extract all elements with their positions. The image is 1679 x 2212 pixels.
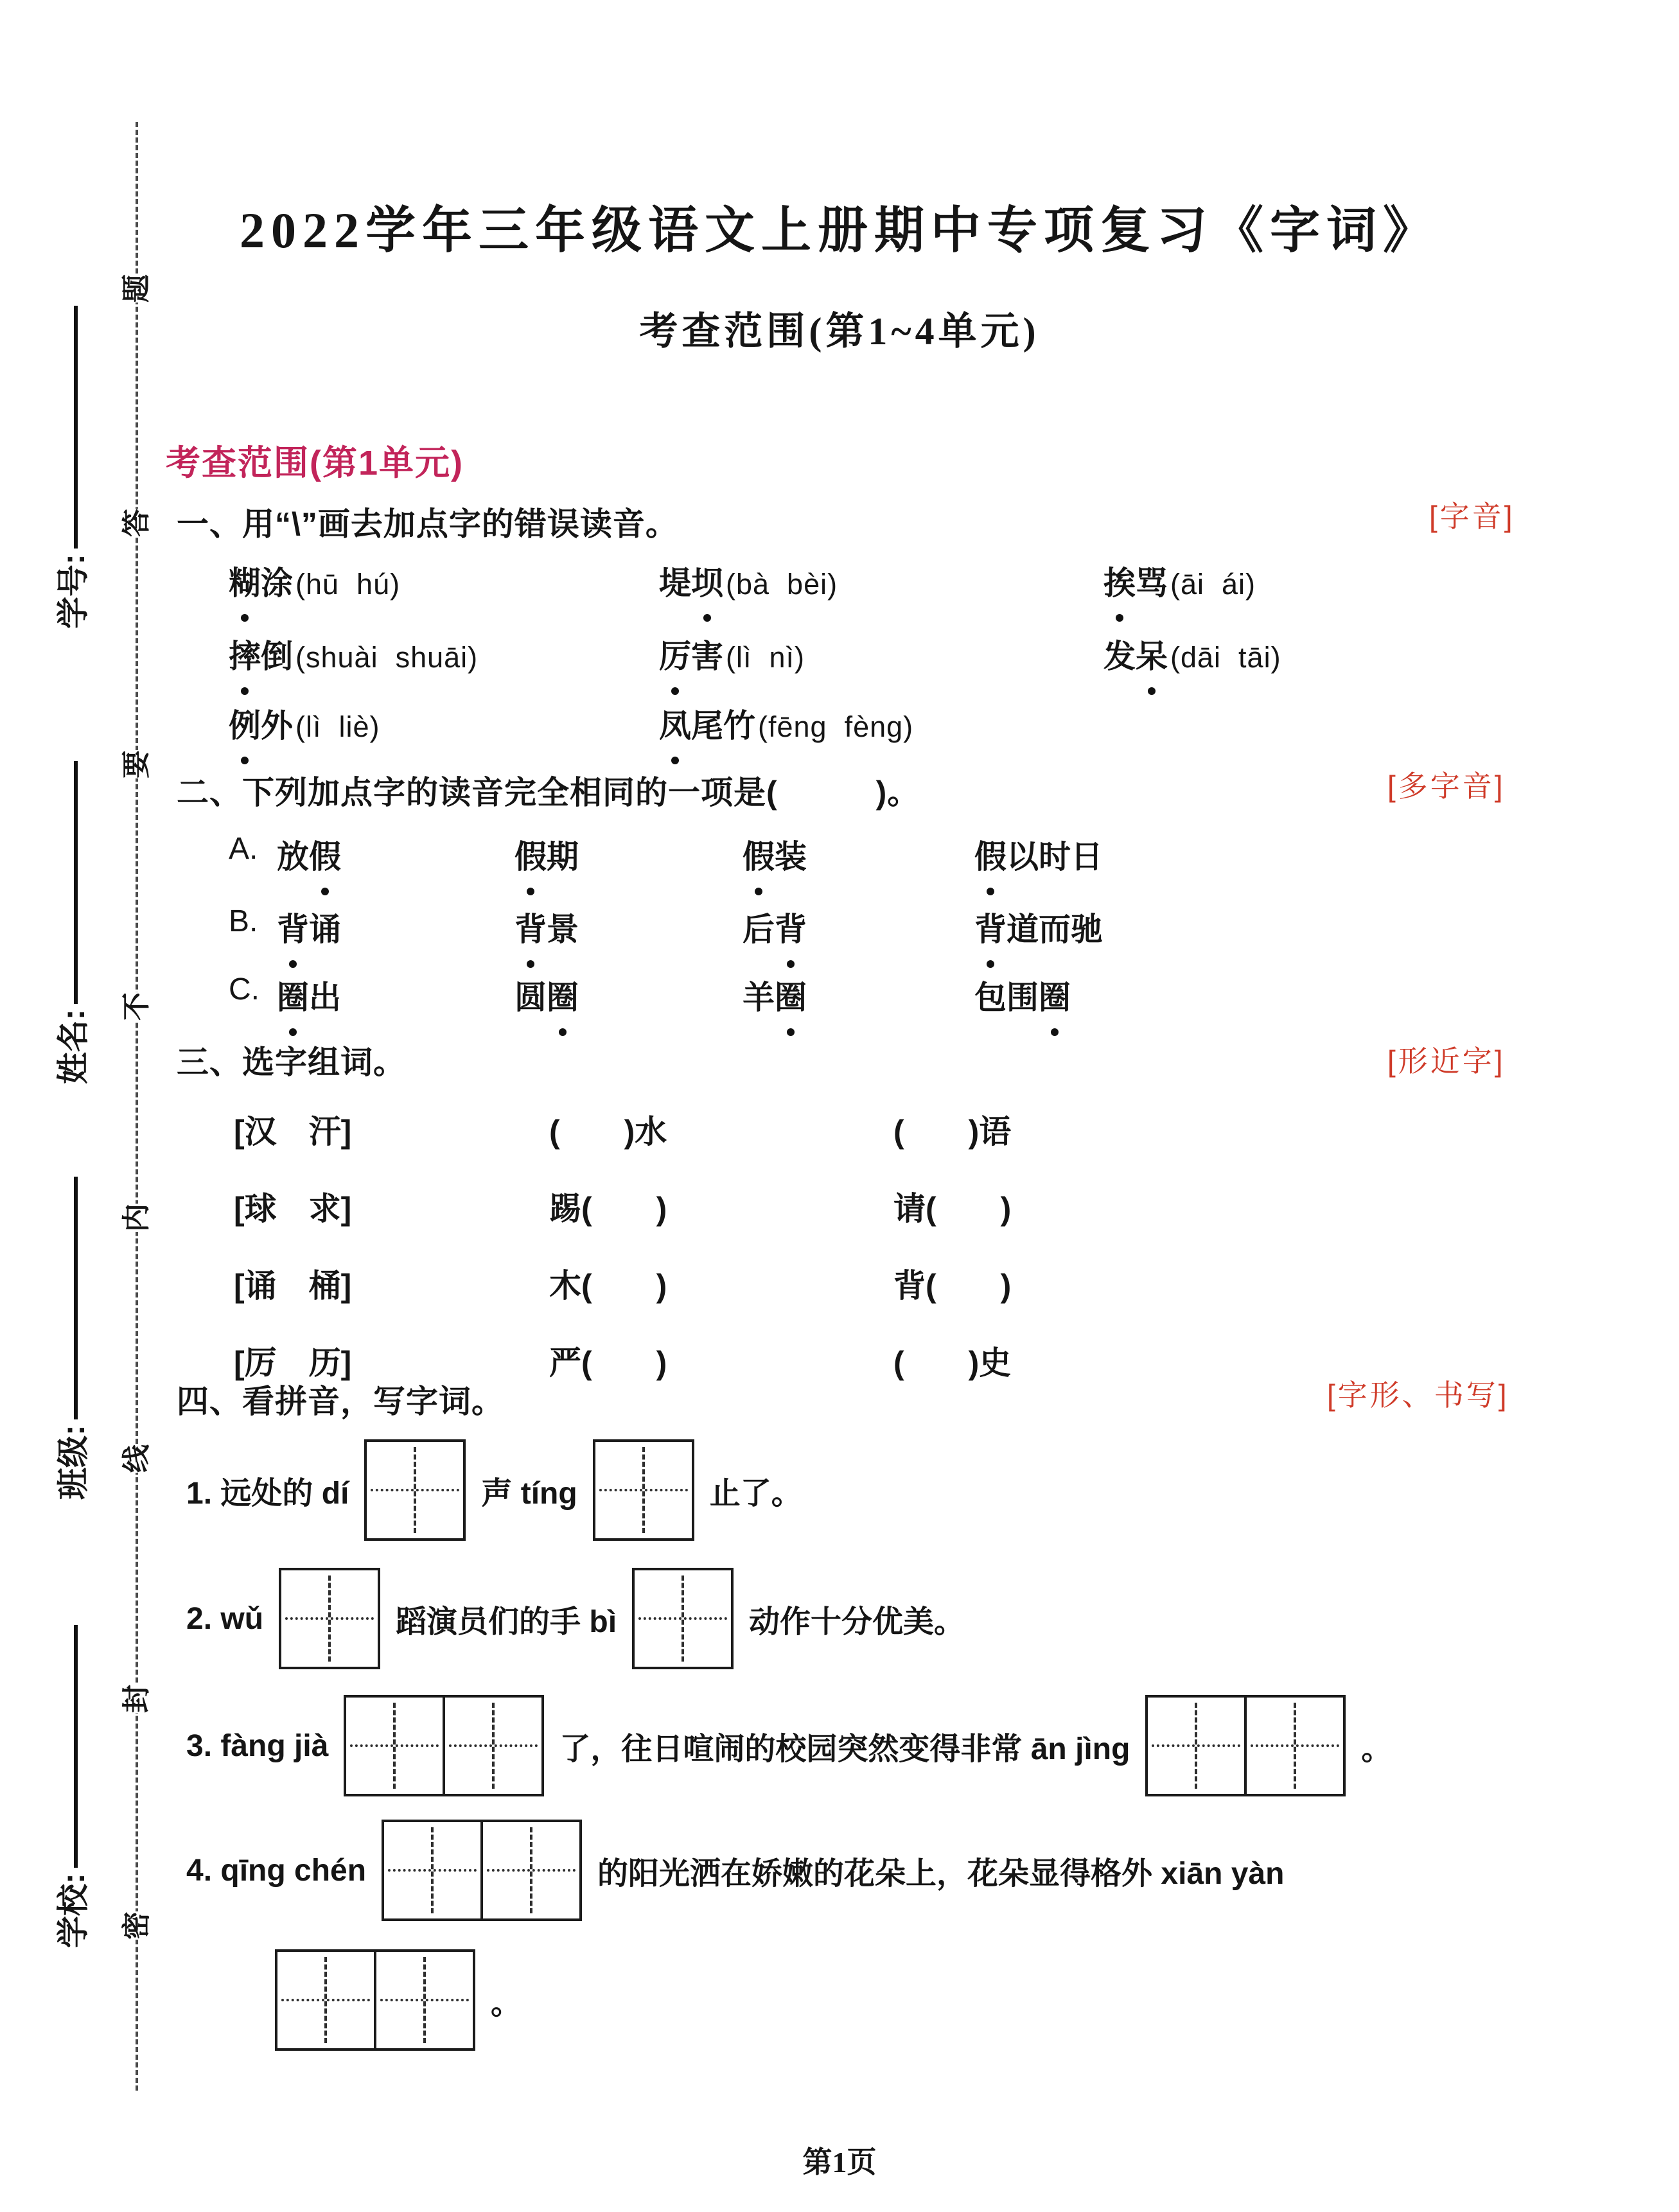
question-4-tag: [字形、书写] (1327, 1378, 1509, 1412)
dotted-word (514, 972, 579, 1018)
writing-cell (593, 1439, 694, 1541)
hanzi-char: 假 (309, 831, 341, 877)
student-info-field (50, 1153, 91, 1500)
writing-box (382, 1820, 582, 1921)
question-1-header: 一、用“\”画去加点字的错误读音。 (177, 506, 678, 542)
fill-blank-word: 严( ) (549, 1345, 667, 1381)
hanzi-char: 以 (1007, 839, 1039, 875)
fill-blank-word: 背( ) (893, 1268, 1012, 1304)
dotted-word (743, 904, 807, 950)
fill-blank-word: ( )水 (549, 1114, 667, 1150)
pinyin-choices: (āi ái) (1170, 568, 1256, 601)
fill-blank-word: ( )语 (893, 1114, 1012, 1150)
hanzi-char: 日 (1071, 839, 1103, 875)
hanzi-char: 道 (1007, 911, 1039, 947)
hanzi-char: 尾 (691, 708, 723, 744)
writing-cell (279, 1568, 380, 1669)
dotted-word (514, 904, 579, 950)
option-label: B. (229, 904, 258, 938)
hanzi-char: 围 (1007, 979, 1039, 1015)
dotted-word (1103, 631, 1281, 677)
hanzi-char: 放 (277, 839, 309, 875)
hanzi-char: 坝 (691, 557, 723, 604)
dotted-word (277, 972, 341, 1018)
pinyin-choices: (dāi tāi) (1170, 641, 1281, 674)
exam-subtitle: 考查范围(第1~4单元) (639, 310, 1040, 353)
writing-cell (445, 1695, 544, 1796)
hanzi-char: 例 (229, 700, 261, 746)
fill-blank-word: 木( ) (549, 1268, 667, 1304)
option-label: A. (229, 832, 258, 866)
writing-box (344, 1695, 544, 1796)
dotted-word (659, 631, 805, 677)
dotted-word (659, 557, 838, 604)
student-info-label: 班级: (55, 1425, 91, 1500)
seal-char: 题 (121, 274, 152, 303)
question-3-header: 三、选字组词。 (177, 1044, 406, 1080)
dotted-word (1103, 557, 1256, 604)
hanzi-char: 驰 (1071, 911, 1103, 947)
character-bracket: [诵 桶] (234, 1268, 352, 1304)
sentence-text: 4. qīng chén (186, 1853, 367, 1888)
hanzi-char: 摔 (229, 631, 261, 677)
student-info-label: 学号: (55, 554, 91, 629)
hanzi-char: 涂 (261, 565, 293, 601)
hanzi-char: 挨 (1103, 557, 1136, 604)
hanzi-char: 骂 (1136, 565, 1168, 601)
pinyin-writing-line (186, 1694, 1392, 1797)
page-footer: 第1页 (802, 2146, 877, 2179)
writing-cell (1247, 1695, 1346, 1796)
hanzi-char: 背 (974, 904, 1007, 950)
pinyin-writing-line (186, 1439, 802, 1541)
hanzi-char: 包 (974, 979, 1007, 1015)
seal-char: 封 (121, 1685, 152, 1713)
writing-cell (344, 1695, 445, 1796)
option-label: C. (229, 972, 259, 1006)
sentence-text: 蹈演员们的手 bì (396, 1604, 617, 1639)
hanzi-char: 背 (277, 904, 309, 950)
hanzi-char: 装 (775, 839, 807, 875)
hanzi-char: 圈 (1039, 972, 1071, 1018)
sentence-text: 了，往日喧闹的校园突然变得非常 ān jìng (559, 1732, 1130, 1766)
writing-cell (632, 1568, 734, 1669)
hanzi-char: 圈 (775, 972, 807, 1018)
dotted-word (974, 972, 1071, 1018)
pinyin-writing-line (186, 1819, 1284, 1922)
seal-char: 要 (121, 750, 152, 778)
student-info-label: 姓名: (55, 1009, 91, 1084)
character-bracket: [厉 历] (234, 1345, 352, 1381)
student-info-field (50, 737, 91, 1084)
sentence-text: 。 (1361, 1732, 1393, 1766)
sentence-text: 止了。 (709, 1476, 802, 1511)
hanzi-char: 外 (261, 708, 293, 744)
hanzi-char: 而 (1039, 911, 1071, 947)
sentence-text: 声 tíng (481, 1476, 577, 1511)
hanzi-char: 倒 (261, 638, 293, 674)
pinyin-choices: (lì nì) (726, 641, 805, 674)
pinyin-choices: (hū hú) (295, 568, 401, 601)
hanzi-char: 呆 (1136, 631, 1168, 677)
hanzi-char: 假 (974, 831, 1007, 877)
character-bracket: [汉 汗] (234, 1114, 352, 1150)
dotted-word (514, 831, 579, 877)
hanzi-char: 害 (691, 638, 723, 674)
writing-cell (376, 1949, 475, 2051)
hanzi-char: 凤 (659, 700, 691, 746)
blank-underline (74, 1625, 78, 1868)
pinyin-choices: (lì liè) (295, 710, 380, 743)
question-3-tag: [形近字] (1387, 1044, 1506, 1078)
hanzi-char: 厉 (659, 631, 691, 677)
section-heading-unit1: 考查范围(第1单元) (166, 444, 464, 482)
sentence-text: 1. 远处的 dí (186, 1476, 349, 1511)
dotted-word (277, 831, 341, 877)
question-2-header: 二、下列加点字的读音完全相同的一项是( )。 (177, 775, 920, 811)
dotted-word (974, 904, 1103, 950)
sentence-text: 的阳光洒在娇嫩的花朵上，花朵显得格外 xiān yàn (597, 1856, 1285, 1891)
question-2-tag: [多字音] (1387, 769, 1506, 803)
writing-cell (275, 1949, 376, 2051)
student-info-field (50, 1601, 91, 1948)
hanzi-char: 假 (743, 831, 775, 877)
hanzi-char: 后 (743, 911, 775, 947)
exam-title: 2022学年三年级语文上册期中专项复习《字词》 (239, 202, 1439, 258)
pinyin-choices: (bà bèi) (726, 568, 838, 601)
dotted-word (229, 631, 478, 677)
hanzi-char: 堤 (659, 565, 691, 601)
question-1-tag: [字音] (1429, 500, 1515, 533)
seal-char: 内 (121, 1204, 152, 1232)
hanzi-char: 时 (1039, 839, 1071, 875)
pinyin-writing-line (186, 1567, 965, 1670)
hanzi-char: 发 (1103, 638, 1136, 674)
pinyin-writing-line (275, 1949, 522, 2051)
seal-char: 线 (121, 1444, 152, 1473)
fill-blank-word: 请( ) (893, 1191, 1012, 1227)
hanzi-char: 景 (547, 911, 579, 947)
dotted-word (743, 972, 807, 1018)
hanzi-char: 假 (514, 831, 547, 877)
sentence-text: 3. fàng jià (186, 1728, 329, 1763)
sentence-text: 2. wǔ (186, 1601, 264, 1636)
hanzi-char: 竹 (723, 708, 755, 744)
dotted-word (277, 904, 341, 950)
sentence-text: 。 (491, 1986, 522, 2021)
dotted-word (229, 557, 400, 604)
hanzi-char: 期 (547, 839, 579, 875)
writing-cell (1145, 1695, 1247, 1796)
seal-char: 不 (121, 992, 152, 1021)
writing-cell (382, 1820, 483, 1921)
dotted-word (974, 831, 1103, 877)
hanzi-char: 圆 (514, 979, 547, 1015)
writing-cell (483, 1820, 582, 1921)
hanzi-char: 圈 (547, 972, 579, 1018)
hanzi-char: 背 (775, 904, 807, 950)
seal-dashed-line (136, 122, 138, 2091)
pinyin-choices: (fēng fèng) (758, 710, 914, 743)
dotted-word (229, 700, 380, 746)
writing-box (364, 1439, 466, 1541)
writing-cell (364, 1439, 466, 1541)
hanzi-char: 圈 (277, 972, 309, 1018)
fill-blank-word: 踢( ) (549, 1191, 667, 1227)
writing-box (275, 1949, 475, 2051)
character-bracket: [球 求] (234, 1191, 352, 1227)
hanzi-char: 糊 (229, 557, 261, 604)
fill-blank-word: ( )史 (893, 1345, 1012, 1381)
writing-box (632, 1568, 734, 1669)
student-info-label: 学校: (55, 1873, 91, 1948)
seal-char: 答 (121, 509, 152, 537)
writing-box (279, 1568, 380, 1669)
writing-box (593, 1439, 694, 1541)
hanzi-char: 羊 (743, 979, 775, 1015)
sentence-text: 动作十分优美。 (749, 1604, 965, 1639)
seal-char: 密 (121, 1911, 152, 1940)
dotted-word (659, 700, 913, 746)
blank-underline (74, 1177, 78, 1419)
pinyin-choices: (shuài shuāi) (295, 641, 479, 674)
hanzi-char: 诵 (309, 911, 341, 947)
blank-underline (74, 761, 78, 1004)
dotted-word (743, 831, 807, 877)
question-4-header: 四、看拼音，写字词。 (177, 1383, 504, 1419)
writing-box (1145, 1695, 1346, 1796)
hanzi-char: 背 (514, 904, 547, 950)
hanzi-char: 出 (309, 979, 341, 1015)
